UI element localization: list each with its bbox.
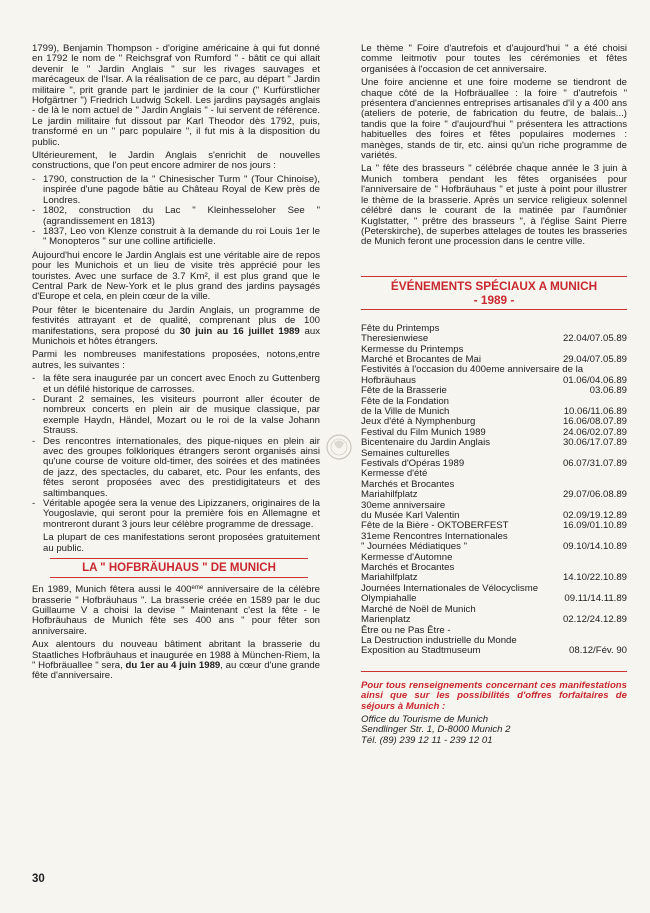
text-span: Aux alentours du nouveau bâtiment abritant la brasserie du Staatliches Hofbräuhaus et inaugurée en 1988 à München-Riem, la " Hofbräuallee " sera, bbox=[32, 639, 320, 671]
address-line: Sendlinger Str. 1, D-8000 Munich 2 bbox=[361, 724, 511, 736]
bicentenary-paragraph bbox=[32, 306, 320, 348]
bold-dates: du 1er au 4 juin 1989 bbox=[125, 659, 221, 671]
list-item: - 1790, construction de la " Chinesischer Turm " (Tour Chinoise), inspirée d'une pagode bâtie au Château Royal de Kew près de Londres. bbox=[32, 175, 320, 206]
event-date: 22.04/07.05.89 bbox=[562, 333, 627, 345]
events-table bbox=[361, 324, 627, 657]
event-name: du Musée Karl Valentin bbox=[361, 510, 460, 522]
event-name: Marché et Brocantes de Mai bbox=[361, 353, 481, 365]
event-date: 02.09/19.12.89 bbox=[562, 510, 627, 522]
tourism-office-address bbox=[361, 715, 627, 746]
event-name: Marienplatz bbox=[361, 614, 411, 626]
events-table-body bbox=[361, 324, 627, 657]
left-column bbox=[32, 44, 320, 685]
event-date: 10.06/11.06.89 bbox=[563, 405, 627, 417]
text-span: aux Munichois et hôtes étrangers. bbox=[32, 325, 320, 347]
page-number: 30 bbox=[32, 873, 45, 885]
event-name: Marché de Noël de Munich bbox=[361, 603, 476, 615]
event-date: 09.10/14.10.89 bbox=[562, 541, 627, 553]
event-name: Fête du Printemps bbox=[361, 322, 440, 334]
event-date: 01.06/04.06.89 bbox=[562, 374, 627, 386]
manifestations-list bbox=[32, 374, 320, 530]
event-date: 06.07/31.07.89 bbox=[562, 458, 627, 469]
theme-paragraph: Le thème " Foire d'autrefois et d'aujourd'hui " a été choisi comme leitmotiv pour toutes les cérémonies et fêtes organisées à l'occasion de cet anniversaire. bbox=[361, 43, 627, 75]
address-line: Office du Tourisme de Munich bbox=[361, 713, 489, 725]
foire-paragraph: Une foire ancienne et une foire moderne se tiendront de chaque côté de la Hofbräuallee : la foire " d'autrefois " présentera d'anciennes entreprises artisanales d'il y a 400 ans (ateliers de poterie, de fabrication du feutre, de balais...) tandis que la foire " d'aujourd'hui " présentera les attractions habituelles des foires et fêtes populaires modernes : manèges, stands de tir, etc. ainsi qu'un riche programme de variétés. bbox=[361, 77, 627, 162]
event-name: " Journées Médiatiques " bbox=[361, 541, 468, 553]
superscript: eme bbox=[191, 585, 204, 592]
event-name: Theresienwiese bbox=[361, 333, 429, 345]
list-item: - la fête sera inaugurée par un concert avec Enoch zu Guttenberg et un défilé historique de carrosses. bbox=[32, 374, 320, 395]
text-span: , au cœur d'une grande fête d'anniversaire. bbox=[32, 659, 320, 682]
hofbrauhaus-paragraph-1 bbox=[32, 585, 320, 637]
today-paragraph: Aujourd'hui encore le Jardin Anglais est une véritable aire de repos pour les Munichois et un lieu de visite très apprécié pour les touristes. Avec une surface de 3.7 Km², il est plus grand que le Central Park de New-York et le plus grand des jardins paysagés d'Europe et cela, en plein cœur de la ville. bbox=[32, 249, 320, 303]
event-name: 30eme anniversaire bbox=[361, 499, 446, 511]
faint-emblem-icon bbox=[324, 432, 354, 462]
event-date: 03.06.89 bbox=[589, 385, 627, 397]
event-date: 14.10/22.10.89 bbox=[562, 572, 627, 584]
list-item: - 1837, Leo von Klenze construit à la demande du roi Louis 1er le " Monopteros " sur une colline artificielle. bbox=[32, 227, 320, 248]
event-name: Marchés et Brocantes bbox=[361, 562, 455, 574]
event-name: Kermesse d'été bbox=[361, 468, 428, 480]
list-item: - Véritable apogée sera la venue des Lipizzaners, originaires de la Yougoslavie, qui seront pour la première fois en Allemagne et montreront durant 3 jours leur célèbre programme de dressage. bbox=[32, 499, 320, 530]
event-name: Kermesse d'Automne bbox=[361, 551, 453, 563]
text-span: anniversaire de la célèbre brasserie " Hofbräuhaus ". La brasserie créée en 1589 par le duc Guillaume V a choisi la devise " Maintenant c'est la fête - le Hofbräuhaus de Munich fête ses 400 ans " pour fêter son anniversaire. bbox=[32, 584, 320, 637]
event-date: 08.12/Fév. 90 bbox=[569, 645, 627, 657]
event-date: 09.11/14.11.89 bbox=[564, 593, 627, 605]
constructions-list bbox=[32, 175, 320, 248]
text-span: Pour fêter le bicentenaire du Jardin Anglais, un programme de festivités attrayant et de qualité, comprenant plus de 100 manifestations, sera proposé du bbox=[32, 304, 320, 337]
event-date: 02.12/24.12.89 bbox=[562, 614, 627, 626]
text-span: En 1989, Munich fêtera aussi le 400 bbox=[32, 584, 192, 596]
event-date: 29.04/07.05.89 bbox=[562, 353, 627, 365]
event-name: Festivités à l'occasion du 400eme anniversaire de la bbox=[361, 364, 584, 376]
events-title-line: ÉVÉNEMENTS SPÉCIAUX A MUNICH bbox=[390, 278, 598, 293]
event-name: Mariahilfplatz bbox=[361, 489, 418, 501]
event-name: Kermesse du Printemps bbox=[361, 343, 464, 355]
event-date: 16.09/01.10.89 bbox=[562, 520, 627, 532]
event-name: Hofbräuhaus bbox=[361, 374, 416, 386]
hofbrauhaus-section-title: LA " HOFBRÄUHAUS " DE MUNICH bbox=[50, 558, 308, 578]
hofbrauhaus-paragraph-2 bbox=[32, 640, 320, 682]
event-name: Festivals d'Opéras 1989 bbox=[361, 458, 465, 469]
manifestations-outro: La plupart de ces manifestations seront proposées gratuitement au public. bbox=[43, 532, 320, 554]
event-name: de la Ville de Munich bbox=[361, 405, 450, 417]
address-line: Tél. (89) 239 12 11 - 239 12 01 bbox=[361, 734, 493, 746]
intro-paragraph: 1799), Benjamin Thompson - d'origine américaine à qui fut donné en 1792 le nom de " Reichsgraf von Rumford " - bâtit ce qui allait devenir le " Jardin Anglais " sur les rivages sauvages et marécageux de l'Isar. A la réalisation de ce parc, au départ " Jardin militaire ", prit grande part le jardinier de la cour (" Kurfürstlicher Hofgärtner ") Friedrich Ludwig Sckell. Les jardins paysagés anglais - de là le nom actuel de " Jardin Anglais " - lui servent de référence. Le jardin militaire fut dissout par Karl Theodor dès 1792, puis, transformé en un " parc populaire ", il fut mis à la disposition du public. bbox=[32, 43, 320, 148]
manifestations-intro: Parmi les nombreuses manifestations proposées, notons,entre autres, les suivantes : bbox=[32, 349, 320, 371]
list-item: - Durant 2 semaines, les visiteurs pourront aller écouter de nombreux concerts en plein air de musique classique, par exemple Haydn, Händel, Mozart ou le roi de la valse Johann Strauss. bbox=[32, 395, 320, 437]
events-section-title bbox=[361, 276, 627, 310]
event-name: Marchés et Brocantes bbox=[361, 478, 455, 490]
event-name: Festival du Film Munich 1989 bbox=[361, 426, 486, 438]
table-row bbox=[361, 386, 627, 396]
promo-text: Pour tous renseignements concernant ces manifestations ainsi que sur les possibilités d'offres forfaitaires de séjours à Munich : bbox=[361, 671, 627, 712]
events-year-line: - 1989 - bbox=[473, 292, 515, 307]
event-name: Fête de la Fondation bbox=[361, 395, 450, 407]
event-name: Journées Internationales de Vélocyclisme bbox=[361, 582, 539, 594]
event-name: Fête de la Brasserie bbox=[361, 385, 447, 397]
event-date: 24.06/02.07.89 bbox=[562, 426, 627, 438]
event-name: Bicentenaire du Jardin Anglais bbox=[361, 437, 491, 449]
event-name: Jeux d'été à Nymphenburg bbox=[361, 416, 476, 428]
event-name: Fête de la Bière - OKTOBERFEST bbox=[361, 520, 509, 532]
bold-dates: 30 juin au 16 juillet 1989 bbox=[179, 325, 300, 337]
event-name: 31eme Rencontres Internationales bbox=[361, 530, 508, 542]
event-date: 29.07/06.08.89 bbox=[562, 489, 627, 501]
list-item: - Des rencontres internationales, des pique-niques en plein air avec des groupes folkloriques étrangers seront organisés ainsi qu'une course de voiture old-timer, des soirées et des matinées de jazz, des spectacles, du cabaret, etc. Pour les enfants, des fêtes seront proposées avec des prestidigitateurs et des saltimbanques. bbox=[32, 437, 320, 499]
event-name: Olympiahalle bbox=[361, 593, 417, 605]
table-row bbox=[361, 334, 627, 344]
event-name: Mariahilfplatz bbox=[361, 572, 418, 584]
event-date: 30.06/17.07.89 bbox=[562, 437, 627, 449]
event-name: La Destruction industrielle du Monde bbox=[361, 634, 517, 646]
brasseurs-paragraph: La " fête des brasseurs " célébrée chaque année le 3 juin à Munich tombera pendant les fêtes organisées pour l'anniversaire de " Hofbräuhaus " et juste à point pour illustrer le thème de la brasserie. Après un service religieux solennel célébré dans le courant de la matinée par l'aumônier Kuglstatter, " prêtre des brasseurs ", à l'église Saint Pierre (Peterskirche), de superbes attelages de toutes les brasseries de Munich feront une procession dans le centre ville. bbox=[361, 163, 627, 248]
table-row bbox=[361, 646, 627, 656]
right-column bbox=[361, 44, 627, 746]
constructions-intro: Ultérieurement, le Jardin Anglais s'enrichit de nouvelles constructions, que l'on peut encore admirer de nos jours : bbox=[32, 150, 320, 172]
event-name: Exposition au Stadtmuseum bbox=[361, 645, 481, 657]
event-name: Être ou ne Pas Être - bbox=[361, 624, 451, 636]
table-row bbox=[361, 615, 627, 625]
event-name: Semaines culturelles bbox=[361, 447, 450, 459]
event-date: 16.06/08.07.89 bbox=[562, 416, 627, 428]
list-item: - 1802, construction du Lac " Kleinhesseloher See " (agrandissement en 1813) bbox=[32, 206, 320, 227]
